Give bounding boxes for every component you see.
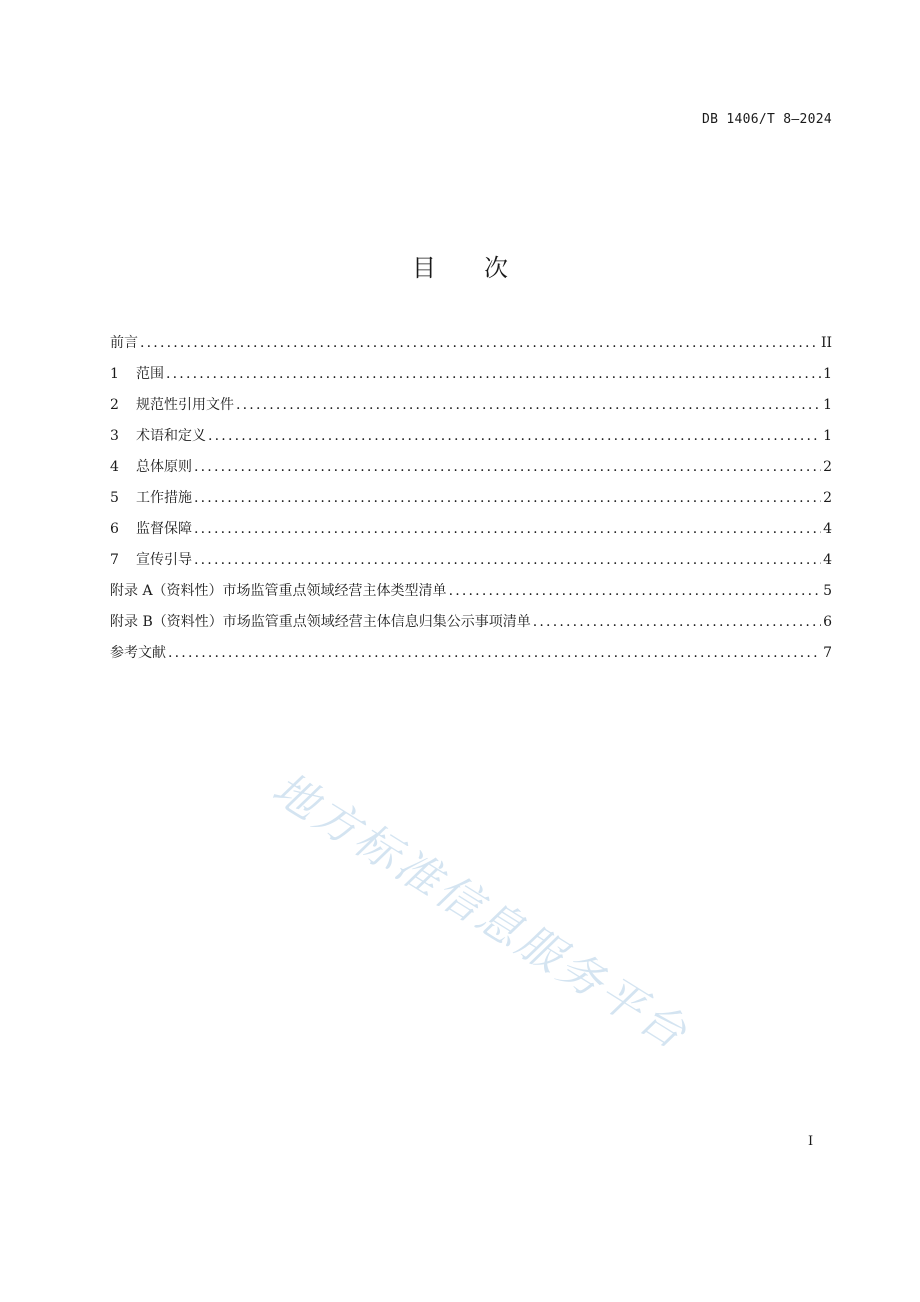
toc-entry-label: 监督保障 <box>136 521 192 537</box>
toc-entry-label: 规范性引用文件 <box>136 397 234 413</box>
toc-page-number: 4 <box>823 521 832 537</box>
toc-page-number: 1 <box>823 397 832 413</box>
title-char-1: 目 <box>412 254 436 282</box>
dot-leader <box>194 519 821 539</box>
dot-leader <box>168 643 821 663</box>
watermark: 地方标准信息服务平台 <box>263 763 698 1061</box>
toc-entry-label: 附录 A（资料性）市场监管重点领域经营主体类型清单 <box>110 583 447 599</box>
dot-leader <box>208 426 821 446</box>
toc-entry-general-principles[interactable] <box>110 457 832 488</box>
dot-leader <box>140 333 819 353</box>
table-of-contents <box>110 333 832 674</box>
toc-entry-publicity[interactable] <box>110 550 832 581</box>
dot-leader <box>194 550 821 570</box>
toc-entry-work-measures[interactable] <box>110 488 832 519</box>
toc-entry-label: 术语和定义 <box>136 428 206 444</box>
toc-entry-bibliography[interactable] <box>110 643 832 674</box>
dot-leader <box>533 612 821 632</box>
toc-entry-label: 附录 B（资料性）市场监管重点领域经营主体信息归集公示事项清单 <box>110 614 531 630</box>
toc-section-number: 5 <box>110 490 119 506</box>
toc-entry-supervision[interactable] <box>110 519 832 550</box>
toc-page-number: 2 <box>823 490 832 506</box>
toc-page-number: 1 <box>823 366 832 382</box>
toc-section-number: 4 <box>110 459 119 475</box>
toc-entry-normative-references[interactable] <box>110 395 832 426</box>
dot-leader <box>194 457 821 477</box>
toc-page-number: 1 <box>823 428 832 444</box>
dot-leader <box>449 581 822 601</box>
toc-entry-foreword[interactable] <box>110 333 832 364</box>
page-number: I <box>808 1134 814 1149</box>
toc-section-number: 2 <box>110 397 119 413</box>
toc-entry-scope[interactable] <box>110 364 832 395</box>
toc-section-number: 3 <box>110 428 119 444</box>
toc-page-number: 5 <box>823 583 832 599</box>
page-title <box>0 248 920 283</box>
toc-entry-label: 宣传引导 <box>136 552 192 568</box>
toc-entry-label: 工作措施 <box>136 490 192 506</box>
toc-page-number: 2 <box>823 459 832 475</box>
dot-leader <box>166 364 821 384</box>
toc-entry-terms-definitions[interactable] <box>110 426 832 457</box>
toc-entry-appendix-a[interactable] <box>110 581 832 612</box>
toc-section-number: 1 <box>110 366 119 382</box>
toc-page-number: II <box>820 335 832 351</box>
toc-page-number: 6 <box>823 614 832 630</box>
toc-entry-label: 参考文献 <box>110 645 166 661</box>
toc-section-number: 6 <box>110 521 119 537</box>
toc-entry-label: 前言 <box>110 335 138 351</box>
toc-section-number: 7 <box>110 552 119 568</box>
toc-page-number: 7 <box>823 645 832 661</box>
toc-page-number: 4 <box>823 552 832 568</box>
title-char-2: 次 <box>484 254 508 282</box>
dot-leader <box>194 488 821 508</box>
dot-leader <box>236 395 821 415</box>
toc-entry-label: 总体原则 <box>136 459 192 475</box>
document-code: DB 1406/T 8—2024 <box>701 112 832 127</box>
toc-entry-label: 范围 <box>136 366 164 382</box>
toc-entry-appendix-b[interactable] <box>110 612 832 643</box>
